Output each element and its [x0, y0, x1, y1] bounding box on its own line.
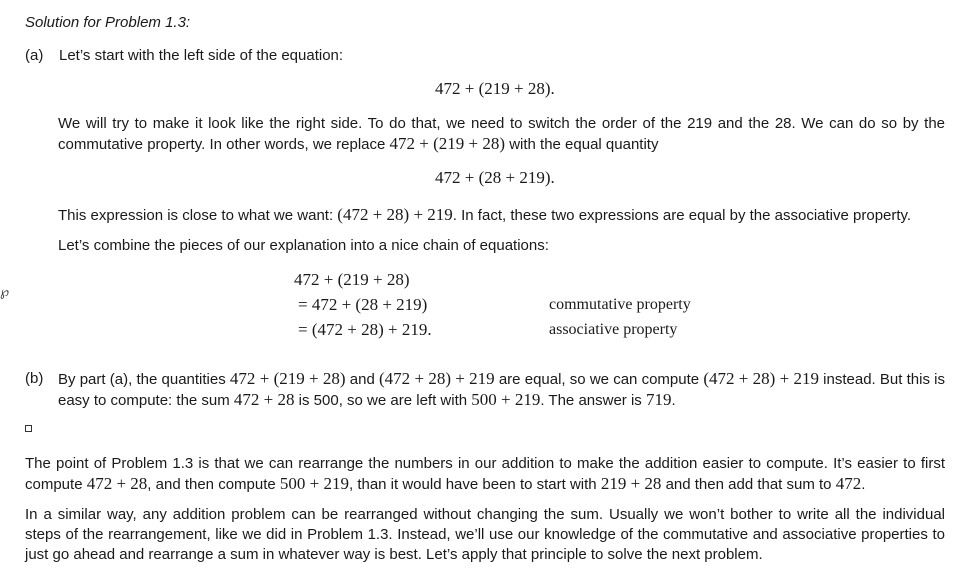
part-a-paragraph-2: This expression is close to what we want: (472 + 28) + 219. In fact, these two expressions are equal by the associative property. — [58, 205, 912, 224]
part-b-paragraph: By part (a), the quantities 472 + (219 + 28) and (472 + 28) + 219 are equal, so we can compute (472 + 28) + 219 instead. But this is easy to compute: the sum 472 + 28 is 500, so we are left with 500 + 219. The answer is 719. — [58, 369, 945, 409]
chain-line-3: = (472 + 28) + 219. — [298, 320, 432, 339]
chain-line-2: = 472 + (28 + 219) — [298, 295, 428, 314]
link-icon[interactable]: ℘ — [0, 284, 10, 299]
qed-square-icon — [25, 425, 32, 432]
solution-heading: Solution for Problem 1.3: — [25, 14, 191, 31]
part-a-intro: Let’s start with the left side of the equation: — [59, 47, 344, 64]
part-a-label: (a) — [25, 47, 44, 64]
equation-commuted: 472 + (28 + 219). — [435, 168, 555, 187]
chain-reason-commutative: commutative property — [549, 296, 691, 313]
part-a-paragraph-3: Let’s combine the pieces of our explanation into a nice chain of equations: — [58, 237, 549, 254]
closing-paragraph-2: In a similar way, any addition problem can be rearranged without changing the sum. Usually we won’t bother to write all the individual steps of the rearrangement, like we did in Problem 1.3. Instead, we’ll use our knowledge of the commutative and associative properties to just go ahead and rearrange a sum in whatever way is best. Let’s apply that principle to solve the next problem. — [25, 506, 945, 563]
part-b-label: (b) — [25, 370, 44, 387]
chain-reason-associative: associative property — [549, 321, 678, 338]
chain-line-1: 472 + (219 + 28) — [294, 270, 410, 289]
equation-left-side: 472 + (219 + 28). — [435, 79, 555, 98]
closing-paragraph-1: The point of Problem 1.3 is that we can rearrange the numbers in our addition to make the addition easier to compute. It’s easier to first compute 472 + 28, and then compute 500 + 219, than it would have been to start with 219 + 28 and then add that sum to 472. — [25, 455, 945, 493]
part-a-paragraph-1: We will try to make it look like the right side. To do that, we need to switch the order of the 219 and the 28. We can do so by the commutative property. In other words, we replace 472 + (219 + 28) with the equal quantity — [58, 115, 945, 153]
